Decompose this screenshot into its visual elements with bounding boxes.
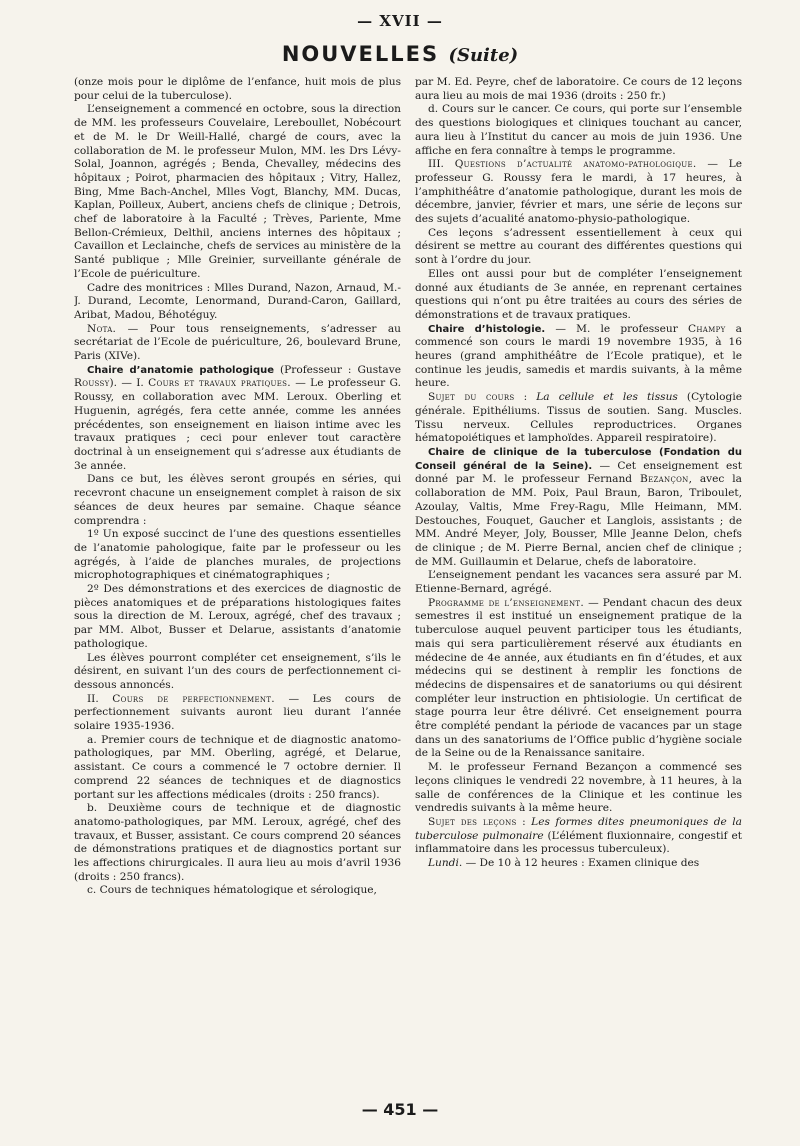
professor-name: Bezançon <box>640 473 689 486</box>
paragraph-text: III. <box>428 158 455 171</box>
paragraph-text: : <box>516 815 532 828</box>
paragraph: d. Cours sur le cancer. Ce cours, qui porte sur l’ensemble des questions biologiques et cliniques touchant au cancer, aura lieu à l’Institut du cancer au mois de juin 1936. Une affiche en fera connaître à temps le programme. <box>415 103 742 157</box>
paragraph <box>415 597 742 761</box>
paragraph-text: — Le professeur G. Roussy, en collaboration avec MM. Leroux. Oberling et Huguenin, agrégés, fera cette année, comme les années précédentes, son enseignement en liaison intime avec les travaux pratiques ; ceci pour enlever tout caractère doctrinal à un enseignement qui s’adresse aux étudiants de 3e année. <box>74 377 401 472</box>
subheading: Programme de l’enseignement. <box>428 596 585 609</box>
paragraph: Cadre des monitrices : Mlles Durand, Nazon, Arnaud, M.-J. Durand, Lecomte, Lenormand, Durand-Caron, Gaillard, Aribat, Madou, Béhotéguy. <box>74 281 401 321</box>
paragraph-text: — De 10 à 12 heures : Examen clinique des <box>462 857 700 870</box>
paragraph <box>415 158 742 227</box>
paragraph-text: (Cytologie générale. Epithéliums. Tissus de soutien. Sang. Muscles. Tissu nerveux. Cellules reproductrices. Organes hématopoiétiques et lamphoïdes. Appareil respiratoire). <box>415 391 742 445</box>
professor-name: Champy <box>687 322 726 335</box>
paragraph: Dans ce but, les élèves seront groupés en séries, qui recevront chacune un enseignement complet à raison de six séances de deux heures par semaine. Chaque séance comprendra : <box>74 473 401 527</box>
text-columns <box>74 76 742 1086</box>
day-label: Lundi. <box>428 857 463 870</box>
paragraph-text: , avec la collaboration de MM. Poix, Paul Braun, Baron, Triboulet, Azoulay, Valtis, Mme Frey-Ragu, Mlle Heimann, MM. Destouches, Fouquet, Gaucher et Langlois, assistants ; de MM. André Meyer, Joly, Bousser, Mlle Jeanne Delon, chefs de clinique ; de M. Pierre Bernal, ancien chef de clinique ; de MM. Guillaumin et Delarue, chefs de laboratoire. <box>415 473 742 568</box>
paragraph: Elles ont aussi pour but de compléter l’enseignement donné aux étudiants de 3e année, en reprenant certaines questions qui n’ont pu être traitées au cours des séries de démonstrations et de travaux pratiques. <box>415 267 742 321</box>
paragraph: (onze mois pour le diplôme de l’enfance, huit mois de plus pour celui de la tuberculose). <box>74 76 401 102</box>
title-main: NOUVELLES <box>281 42 440 66</box>
right-column <box>415 76 742 1086</box>
paragraph <box>74 364 401 474</box>
paragraph <box>415 446 742 569</box>
subheading: Cours de perfectionnement. <box>112 692 275 705</box>
paragraph-text: (Professeur : Gustave <box>274 363 401 376</box>
page-number: — 451 — <box>361 1100 439 1119</box>
title-suite: (Suite) <box>448 45 519 66</box>
subheading: Cours et travaux pratiques. <box>148 377 291 390</box>
section-heading: Chaire d’anatomie pathologique <box>87 364 275 376</box>
course-subject: La cellule et les tissus <box>536 391 678 404</box>
paragraph <box>415 816 742 857</box>
paragraph: a. Premier cours de technique et de diagnostic anatomo-pathologiques, par MM. Oberling, agrégé, et Delarue, assistant. Ce cours a commencé le 7 octobre dernier. Il comprend 22 séances de techniques et de diagnostics portant sur les affections médicales (droits : 250 francs). <box>74 733 401 801</box>
paragraph: L’enseignement a commencé en octobre, sous la direction de MM. les professeurs Couvelaire, Lereboullet, Nobécourt et de M. le Dr Weill-Hallé, chargé de cours, avec la collaboration de M. le professeur Mulon, MM. les Drs Lévy-Solal, Joannon, agrégés ; Benda, Chevalley, médecins des hôpitaux ; Poirot, pharmacien des hôpitaux ; Vitry, Hallez, Bing, Mme Bach-Anchel, Mlles Vogt, Blanchy, MM. Ducas, Kaplan, Poilleux, Aubert, anciens chefs de clinique ; Detrois, chef de laboratoire à la Faculté ; Trèves, Pariente, Mme Bellon-Crémieux, Delthil, anciens internes des hôpitaux ; Cavaillon et Leclainche, chefs de services au ministère de la Santé publique ; Mlle Greinier, surveillante générale de l’Ecole de puériculture. <box>74 103 401 280</box>
paragraph <box>415 391 742 446</box>
lesson-subject: Les formes dites pneumoniques de la tuberculose pulmonaire <box>415 815 742 842</box>
paragraph <box>74 323 401 364</box>
paragraph: par M. Ed. Peyre, chef de laboratoire. Ce cours de 12 leçons aura lieu au mois de mai 1936 (droits : 250 fr.) <box>415 76 742 102</box>
section-heading: Chaire d’histologie. <box>428 323 546 335</box>
roman-page-number: — XVII — <box>357 12 443 30</box>
paragraph-text: — Pendant chacun des deux semestres il est institué un enseignement pratique de la tuberculose auquel peuvent participer tous les étudiants, mais qui sera particulièrement réservé aux étudiants en médecine de 4e année, aux étudiants en fin d’études, et aux médecins qui se destinent à remplir les fonctions de médecins de dispensaires et de sanatoriums ou qui désirent compléter leur instruction en phtisiologie. Un certificat de stage pourra leur être délivré. Cet enseignement pourra être complété pendant la période de vacances par un stage dans un des sanatoriums de l’Office public d’hygiène sociale de la Seine ou de la Renaissance sanitaire. <box>415 596 742 760</box>
paragraph: Les élèves pourront compléter cet enseignement, s’ils le désirent, en suivant l’un des cours de perfectionnement ci-dessous annoncés. <box>74 651 401 691</box>
paragraph-text: ). — I. <box>109 377 149 390</box>
paragraph <box>74 693 401 734</box>
left-column <box>74 76 401 1086</box>
paragraph: M. le professeur Fernand Bezançon a commencé ses leçons cliniques le vendredi 22 novembre, à 11 heures, à la salle de conférences de la Clinique et les continue les vendredis suivants à la même heure. <box>415 761 742 815</box>
paragraph-text: — Cet enseignement est donné par M. le professeur Fernand <box>415 459 742 486</box>
paragraph-text: — Pour tous renseignements, s’adresser au secrétariat de l’Ecole de puériculture, 26, boulevard Brune, Paris (XIVe). <box>74 322 401 363</box>
paragraph-text: a commencé son cours le mardi 19 novembre 1935, à 16 heures (grand amphithéâtre de l’Ecole pratique), et le continue les jeudis, samedis et mardis suivants, à la même heure. <box>415 322 742 390</box>
professor-name: Roussy <box>74 377 110 390</box>
page-title <box>0 42 800 66</box>
paragraph: 1º Un exposé succinct de l’une des questions essentielles de l’anatomie pahologique, faite par le professeur ou les agrégés, à l’aide de planches murales, de projections microphotographiques et cinématographiques ; <box>74 528 401 582</box>
subheading: Sujet du cours <box>428 391 515 404</box>
paragraph: L’enseignement pendant les vacances sera assuré par M. Etienne-Bernard, agrégé. <box>415 569 742 596</box>
paragraph: c. Cours de techniques hématologique et sérologique, <box>87 884 377 897</box>
paragraph-text: — Le professeur G. Roussy fera le mardi, à 17 heures, à l’amphithéâtre d’anatomie pathologique, durant les mois de décembre, janvier, février et mars, une série de leçons sur des sujets d’acualité anatomo-physio-pathologique. <box>415 158 742 226</box>
paragraph-text: II. <box>87 692 113 705</box>
subheading: Questions d’actualité anatomo-pathologique. <box>454 158 697 171</box>
nota-label: Nota. <box>87 322 117 335</box>
subheading: Sujet des leçons <box>428 815 517 828</box>
paragraph <box>415 857 742 871</box>
paragraph-text: (L’élément fluxionnaire, congestif et inflammatoire dans les processus tuberculeux). <box>415 829 742 856</box>
paragraph: b. Deuxième cours de technique et de diagnostic anatomo-pathologiques, par MM. Leroux, agrégé, chef des travaux, et Busser, assistant. Ce cours comprend 20 séances de démonstrations pratiques et de diagnostics portant sur les affections chirurgicales. Il aura lieu au mois d’avril 1936 (droits : 250 francs). <box>74 802 401 883</box>
paragraph: 2º Des démonstrations et des exercices de diagnostic de pièces anatomiques et de préparations histologiques faites sous la direction de M. Leroux, agrégé, chef des travaux ; par MM. Albot, Busser et Delarue, assistants d’anatomie pathologique. <box>74 583 401 650</box>
paragraph-text: — M. le professeur <box>545 322 688 335</box>
paragraph-text: — Les cours de perfectionnement suivants auront lieu durant l’année solaire 1935-1936. <box>74 692 401 733</box>
paragraph <box>415 323 742 392</box>
section-heading: Chaire de clinique de la tuberculose (Fondation du Conseil général de la Seine). <box>415 446 742 472</box>
paragraph: Ces leçons s’adressent essentiellement à ceux qui désirent se mettre au courant des différentes questions qui sont à l’ordre du jour. <box>415 226 742 267</box>
paragraph-text: : <box>514 391 537 404</box>
